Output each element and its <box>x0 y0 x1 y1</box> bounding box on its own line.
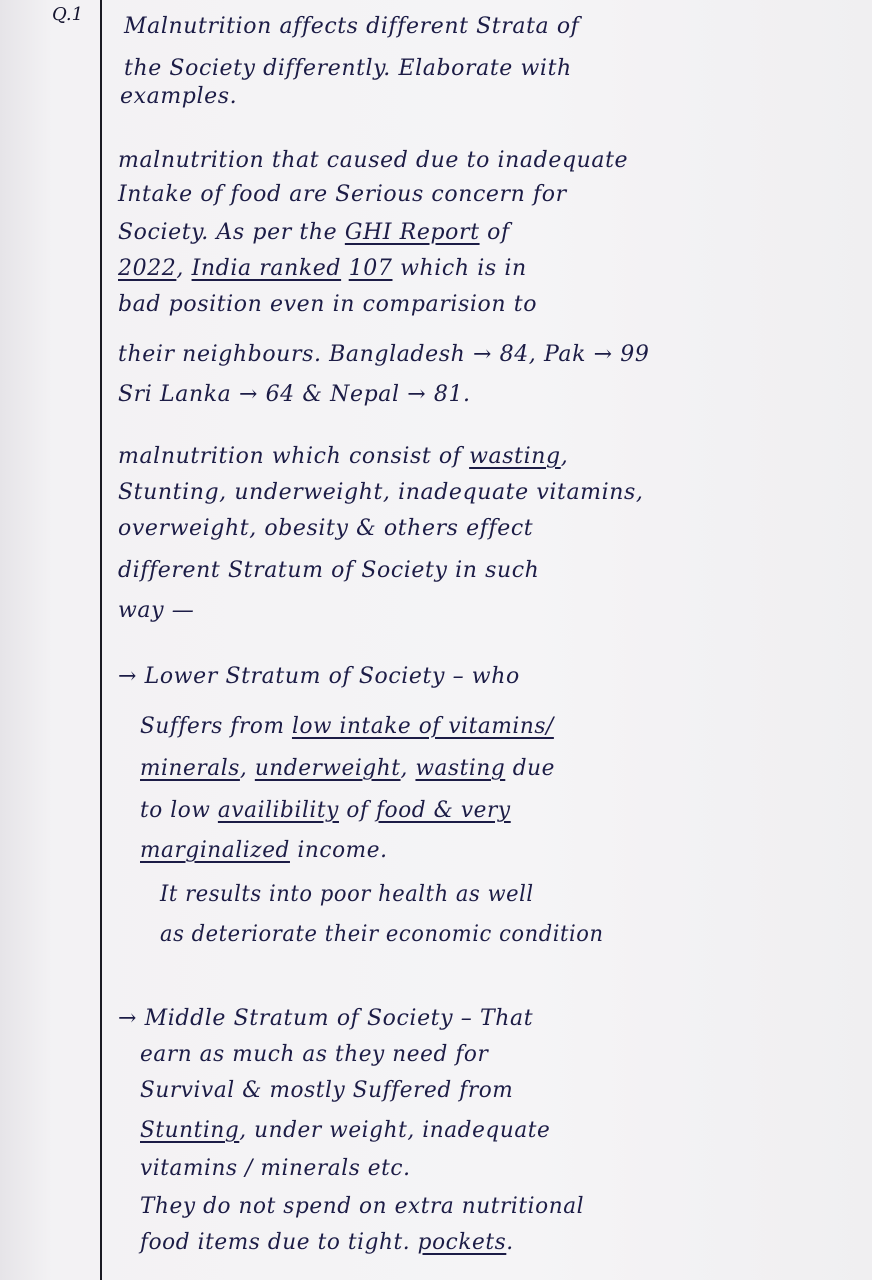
answer-line <box>140 1158 866 1180</box>
text-segment: Malnutrition affects different Strata of <box>124 14 580 39</box>
answer-line <box>140 1044 866 1066</box>
underlined-text: minerals <box>140 756 240 781</box>
underlined-text: food & very <box>376 798 511 823</box>
answer-line <box>140 800 866 822</box>
text-segment: Intake of food are Serious concern for <box>118 182 567 207</box>
answer-line <box>118 666 858 688</box>
text-segment: way — <box>118 598 195 623</box>
text-segment: , <box>176 256 192 281</box>
text-segment: Suffers from <box>140 714 292 739</box>
answer-line <box>140 1120 866 1142</box>
margin-line <box>100 0 102 1280</box>
answer-line <box>118 560 858 582</box>
underlined-text: wasting <box>469 444 561 469</box>
text-segment: food items due to tight. <box>140 1230 418 1255</box>
answer-line <box>118 344 858 366</box>
answer-line <box>118 184 858 206</box>
answer-line <box>118 258 858 280</box>
text-segment: of <box>479 220 510 245</box>
answer-line <box>140 758 866 780</box>
text-segment: examples. <box>120 84 238 109</box>
answer-line <box>118 384 858 406</box>
text-segment: Survival & mostly Suffered from <box>140 1078 514 1103</box>
text-segment: the Society differently. Elaborate with <box>124 56 572 81</box>
underlined-text: 2022 <box>118 256 177 281</box>
answer-line <box>160 884 866 906</box>
text-segment: income. <box>289 838 388 863</box>
text-segment: → Lower Stratum of Society – who <box>118 664 520 689</box>
text-segment: their neighbours. Bangladesh → 84, Pak → 99 <box>118 342 650 367</box>
text-segment: . <box>506 1230 514 1255</box>
answer-line <box>160 924 866 946</box>
question-number: Q.1 <box>52 4 84 25</box>
answer-line <box>118 1008 858 1030</box>
question-line-2 <box>124 58 864 80</box>
text-segment: malnutrition that caused due to inadequate <box>118 148 629 173</box>
text-segment <box>341 256 349 281</box>
underlined-text: low intake of vitamins/ <box>291 714 554 739</box>
text-segment: Sri Lanka → 64 & Nepal → 81. <box>118 382 471 407</box>
text-segment: earn as much as they need for <box>140 1042 489 1067</box>
answer-line <box>140 1232 866 1254</box>
text-segment: , <box>400 756 416 781</box>
underlined-text: wasting <box>415 756 506 781</box>
answer-line <box>118 518 858 540</box>
answer-line <box>118 222 858 244</box>
text-segment: to low <box>140 798 218 823</box>
answer-line <box>118 294 858 316</box>
question-line-1 <box>124 16 864 38</box>
underlined-text: India ranked <box>191 256 342 281</box>
underlined-text: pockets <box>417 1230 507 1255</box>
text-segment: Stunting, underweight, inadequate vitamins, <box>118 480 644 505</box>
text-segment: , <box>239 756 255 781</box>
text-segment: It results into poor health as well <box>160 882 534 907</box>
text-segment: , under weight, inadequate <box>239 1118 551 1143</box>
underlined-text: underweight <box>254 756 401 781</box>
underlined-text: availibility <box>217 798 339 823</box>
question-line-3 <box>120 86 860 108</box>
text-segment: different Stratum of Society in such <box>118 558 540 583</box>
answer-line <box>140 1080 866 1102</box>
answer-line <box>118 446 858 468</box>
text-segment: → Middle Stratum of Society – That <box>118 1006 534 1031</box>
text-segment: as deteriorate their economic condition <box>160 922 604 947</box>
text-segment: Society. As per the <box>118 220 345 245</box>
underlined-text: marginalized <box>140 838 290 863</box>
underlined-text: 107 <box>348 256 393 281</box>
text-segment: , <box>560 444 569 469</box>
text-segment: overweight, obesity & others effect <box>118 516 534 541</box>
answer-line <box>118 482 858 504</box>
answer-line <box>118 600 858 622</box>
text-segment: which is in <box>392 256 527 281</box>
answer-line <box>140 716 866 738</box>
text-segment: vitamins / minerals etc. <box>140 1156 411 1181</box>
text-segment: of <box>338 798 377 823</box>
answer-line <box>140 840 866 862</box>
text-segment: bad position even in comparision to <box>118 292 538 317</box>
text-segment: They do not spend on extra nutritional <box>140 1194 585 1219</box>
underlined-text: GHI Report <box>344 220 480 245</box>
text-segment: malnutrition which consist of <box>118 444 470 469</box>
underlined-text: Stunting <box>140 1118 240 1143</box>
answer-line <box>118 150 858 172</box>
text-segment: due <box>505 756 555 781</box>
answer-line <box>140 1196 866 1218</box>
